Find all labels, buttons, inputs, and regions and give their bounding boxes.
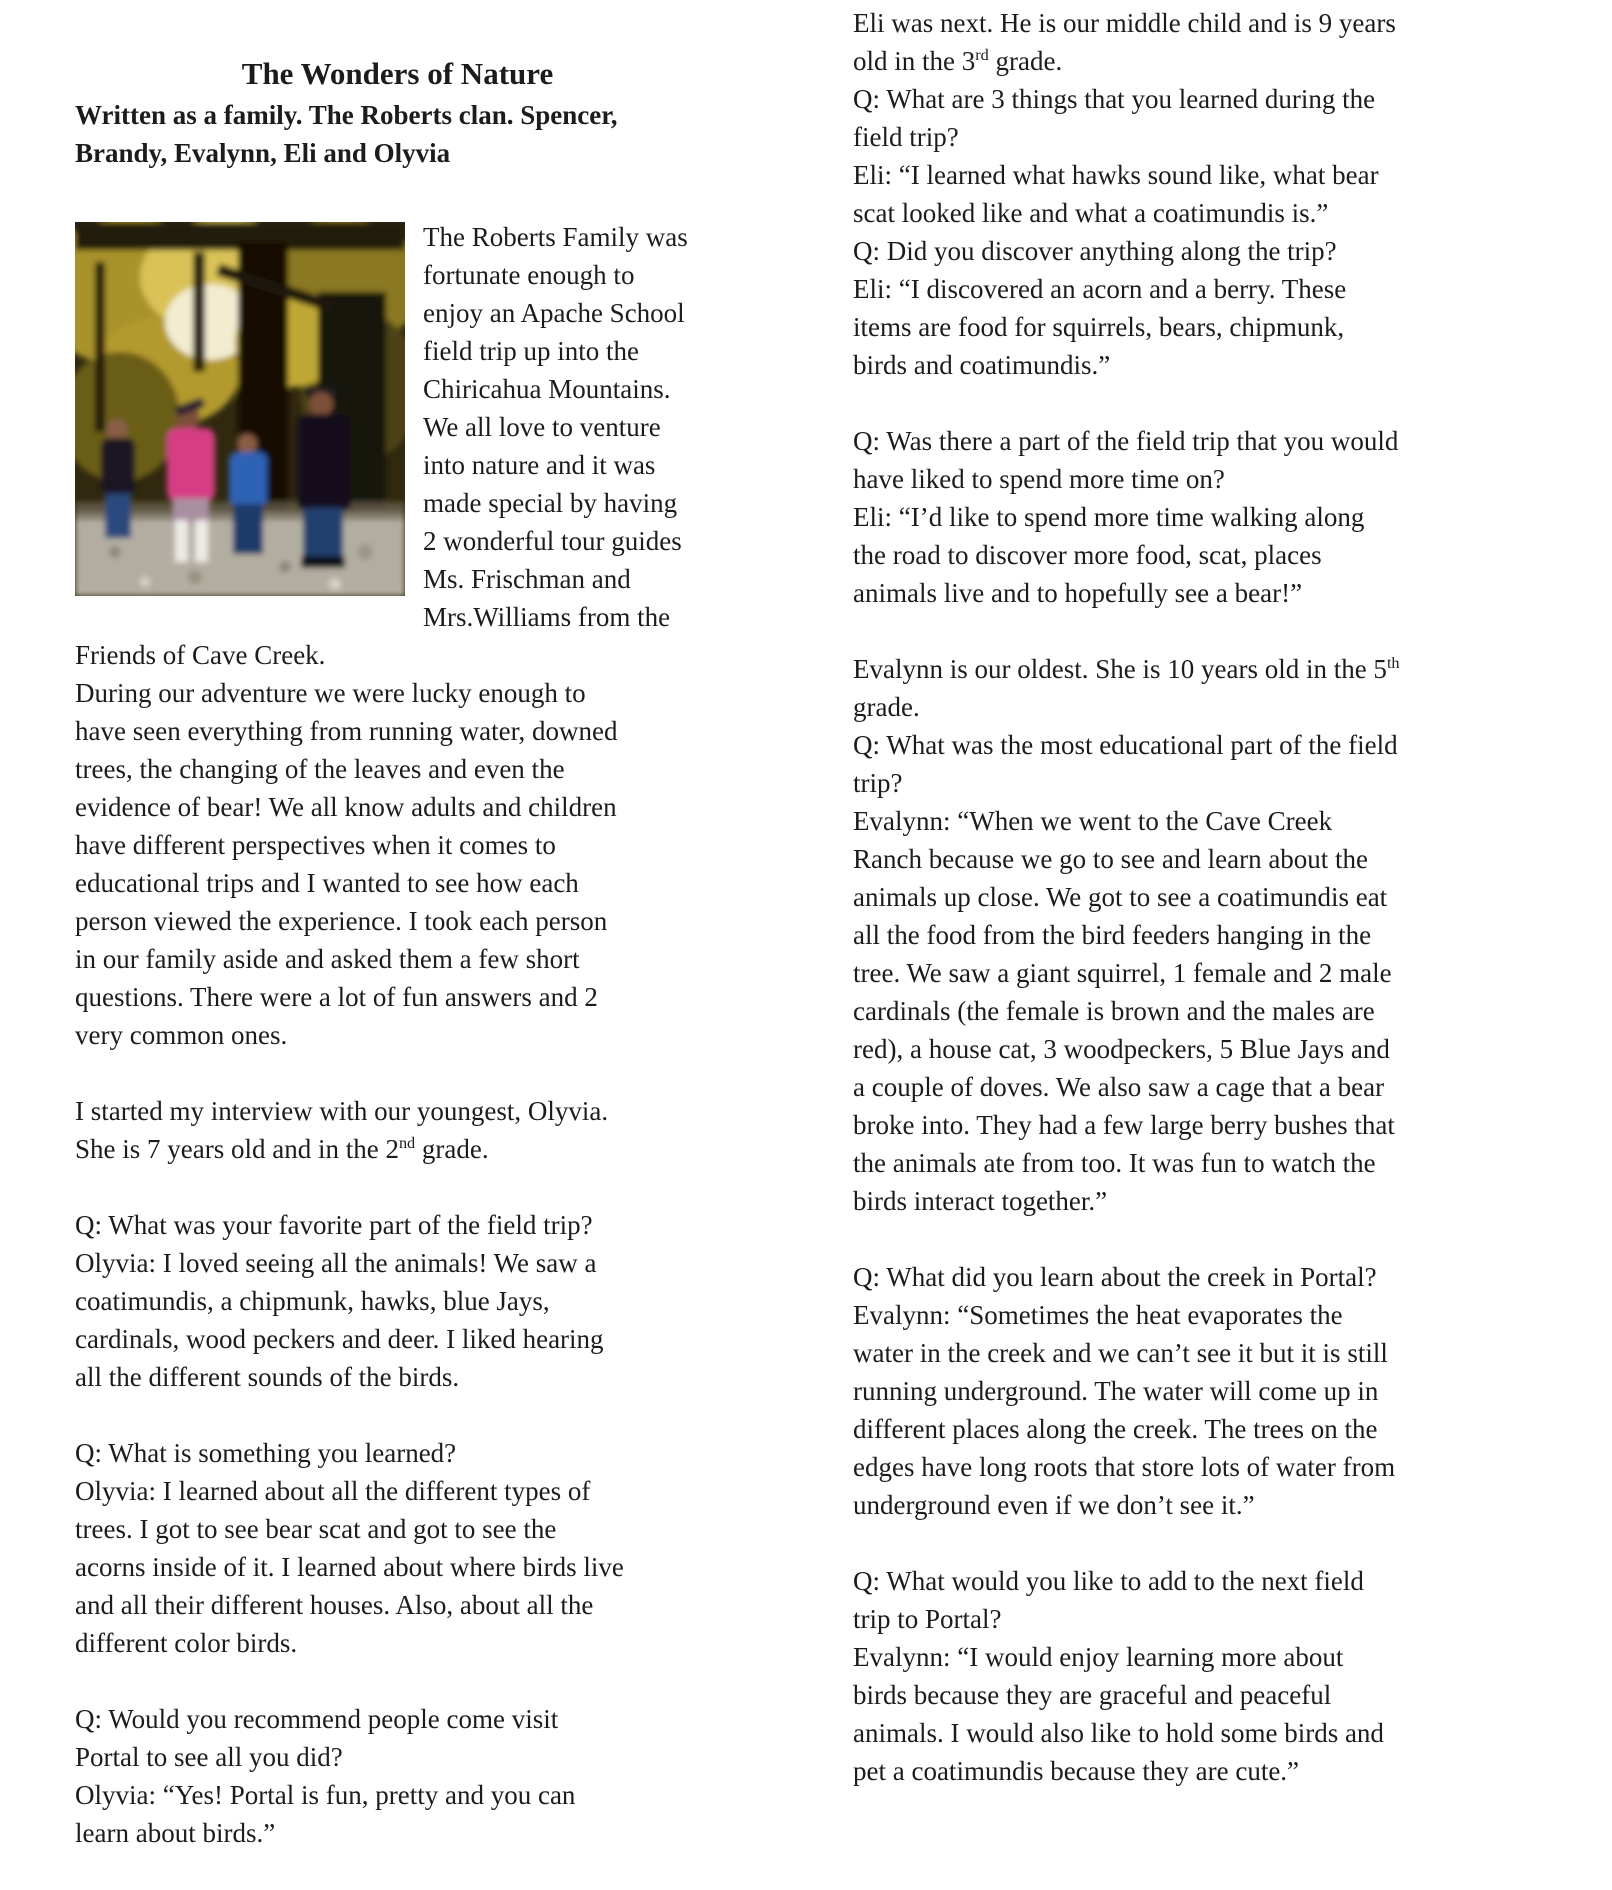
right-column: [853, 4, 1553, 1828]
family-photo: [75, 222, 405, 596]
eli-question-paragraph: Q: Was there a part of the field trip that you would have liked to spend more time on? Eli: “I’d like to spend more time walking along the road to discover more food, scat, places animals live and to hopefully see a bear!”: [853, 426, 1399, 608]
olyvia-intro-paragraph: I started my interview with our youngest, Olyvia. She is 7 years old and in the 2nd grade.: [75, 1096, 609, 1164]
article-byline: Written as a family. The Roberts clan. Spencer, Brandy, Evalynn, Eli and Olyvia: [75, 100, 618, 168]
olyvia-question-1-paragraph: Q: What was your favorite part of the field trip? Olyvia: I loved seeing all the animals! We saw a coatimundis, a chipmunk, hawks, blue Jays, cardinals, wood peckers and deer. I liked hearing all the different sounds of the birds.: [75, 1210, 604, 1392]
intro-paragraph: The Roberts Family was fortunate enough to enjoy an Apache School field trip up into the Chiricahua Mountains. We all love to venture into nature and it was made special by having 2 wonderful tour guides Ms. Frischman and Mrs.Williams from the Friends of Cave Creek. During our adventure we were lucky enough to have seen everything from running water, downed trees, the changing of the leaves and even the evidence of bear! We all know adults and children have different perspectives when it comes to educational trips and I wanted to see how each person viewed the experience. I took each person in our family aside and asked them a few short questions. There were a lot of fun answers and 2 very common ones.: [75, 222, 688, 1050]
olyvia-question-2-paragraph: Q: What is something you learned? Olyvia: I learned about all the different types of trees. I got to see bear scat and got to see the acorns inside of it. I learned about where birds live and all their different houses. Also, about all the different color birds.: [75, 1438, 624, 1658]
left-column: [75, 52, 720, 1890]
family-photo-illustration: [75, 222, 405, 596]
evalynn-next-trip-paragraph: Q: What would you like to add to the next field trip to Portal? Evalynn: “I would enjoy learning more about birds because they are graceful and peaceful animals. I would also like to hold some birds and pet a coatimundis because they are cute.”: [853, 1566, 1384, 1786]
evalynn-creek-paragraph: Q: What did you learn about the creek in Portal? Evalynn: “Sometimes the heat evaporates the water in the creek and we can’t see it but it is still running underground. The water will come up in different places along the creek. The trees on the edges have long roots that store lots of water from underground even if we don’t see it.”: [853, 1262, 1396, 1520]
olyvia-question-3-paragraph: Q: Would you recommend people come visit Portal to see all you did? Olyvia: “Yes! Portal is fun, pretty and you can learn about birds.”: [75, 1704, 576, 1848]
article-title: The Wonders of Nature: [241, 56, 554, 91]
eli-intro-paragraph: Eli was next. He is our middle child and is 9 years old in the 3rd grade. Q: What are 3 things that you learned during the field trip? Eli: “I learned what hawks sound like, what bear scat looked like and what a coatimundis is.” Q: Did you discover anything along the trip? Eli: “I discovered an acorn and a berry. These items are food for squirrels, bears, chipmunk, birds and coatimundis.”: [853, 8, 1396, 380]
evalynn-intro-paragraph: Evalynn is our oldest. She is 10 years old in the 5th grade. Q: What was the most educational part of the field trip? Evalynn: “When we went to the Cave Creek Ranch because we go to see and learn about the animals up close. We got to see a coatimundis eat all the food from the bird feeders hanging in the tree. We saw a giant squirrel, 1 female and 2 male cardinals (the female is brown and the males are red), a house cat, 3 woodpeckers, 5 Blue Jays and a couple of doves. We also saw a cage that a bear broke into. They had a few large berry bushes that the animals ate from too. It was fun to watch the birds interact together.”: [853, 654, 1400, 1216]
